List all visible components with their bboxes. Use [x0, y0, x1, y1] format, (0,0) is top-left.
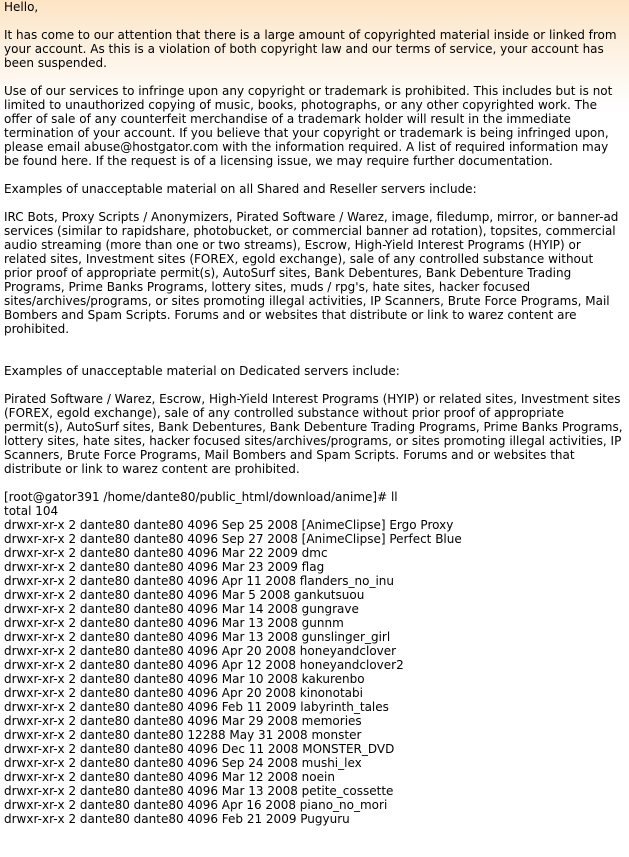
terminal-line: drwxr-xr-x 2 dante80 dante80 4096 Mar 23 2009 flag: [4, 560, 325, 574]
terminal-line: drwxr-xr-x 2 dante80 dante80 4096 Mar 29 2008 memories: [4, 714, 362, 728]
paragraph-copyright-policy: Use of our services to infringe upon any copyright or trademark is prohibited. This includes but is not limited to unauthorized copying of music, books, photographs, or any other copyrighted work. The offer of sale of any counterfeit merchandise of a trademark holder will result in the immediate termination of your account. If you believe that your copyright or trademark is being infringed upon, please email abuse@hostgator.com with the information required. A list of required information may be found here. If the request is of a licensing issue, we may require further documentation.: [4, 84, 613, 168]
terminal-line: drwxr-xr-x 2 dante80 dante80 4096 Apr 20 2008 kinonotabi: [4, 686, 363, 700]
terminal-line: drwxr-xr-x 2 dante80 dante80 4096 Mar 14 2008 gungrave: [4, 602, 359, 616]
paragraph-shared-list: IRC Bots, Proxy Scripts / Anonymizers, Pirated Software / Warez, image, filedump, mirror, or banner-ad services (similar to rapidshare, photobucket, or commercial banner ad rotation), topsites, commercial audio streaming (more than one or two streams), Escrow, High-Yield Interest Programs (HYIP) or related sites, Investment sites (FOREX, egold exchange), sale of any controlled substance without prior proof of appropriate permit(s), AutoSurf sites, Bank Debentures, Bank Debenture Trading Programs, Prime Banks Programs, lottery sites, muds / rpg's, hate sites, hacker focused sites/archives/programs, or sites promoting illegal activities, IP Scanners, Brute Force Programs, Mail Bombers and Spam Scripts. Forums and or websites that distribute or link to warez content are prohibited.: [4, 210, 619, 336]
paragraph-dedicated-heading: Examples of unacceptable material on Dedicated servers include:: [4, 364, 400, 378]
terminal-line: drwxr-xr-x 2 dante80 dante80 4096 Apr 11 2008 flanders_no_inu: [4, 574, 394, 588]
greeting: Hello,: [4, 0, 39, 14]
terminal-line: drwxr-xr-x 2 dante80 dante80 4096 Feb 11 2009 labyrinth_tales: [4, 700, 389, 714]
terminal-line: drwxr-xr-x 2 dante80 dante80 4096 Mar 10 2008 kakurenbo: [4, 672, 365, 686]
terminal-line: drwxr-xr-x 2 dante80 dante80 4096 Sep 24 2008 mushi_lex: [4, 756, 362, 770]
terminal-prompt: [root@gator391 /home/dante80/public_html/download/anime]# ll: [4, 490, 398, 504]
paragraph-suspension-notice: It has come to our attention that there is a large amount of copyrighted material inside or linked from your account. As this is a violation of both copyright law and our terms of service, your account has been suspended.: [4, 28, 617, 70]
terminal-line: drwxr-xr-x 2 dante80 dante80 4096 Mar 13 2008 gunslinger_girl: [4, 630, 391, 644]
terminal-line: drwxr-xr-x 2 dante80 dante80 4096 Mar 5 2008 gankutsuou: [4, 588, 365, 602]
terminal-line: drwxr-xr-x 2 dante80 dante80 12288 May 31 2008 monster: [4, 728, 362, 742]
terminal-line: drwxr-xr-x 2 dante80 dante80 4096 Sep 25 2008 [AnimeClipse] Ergo Proxy: [4, 518, 454, 532]
terminal-line: drwxr-xr-x 2 dante80 dante80 4096 Feb 21 2009 Pugyuru: [4, 812, 350, 826]
paragraph-dedicated-list: Pirated Software / Warez, Escrow, High-Yield Interest Programs (HYIP) or related sites, Investment sites (FOREX, egold exchange), sale of any controlled substance without prior proof of appropriate permit(s), AutoSurf sites, Bank Debentures, Bank Debenture Trading Programs, Prime Banks Programs, lottery sites, hate sites, hacker focused sites/archives/programs, or sites promoting illegal activities, IP Scanners, Brute Force Programs, Mail Bombers and Spam Scripts. Forums and or websites that distribute or link to warez content are prohibited.: [4, 392, 623, 476]
terminal-line: drwxr-xr-x 2 dante80 dante80 4096 Sep 27 2008 [AnimeClipse] Perfect Blue: [4, 532, 462, 546]
terminal-total: total 104: [4, 504, 59, 518]
terminal-line: drwxr-xr-x 2 dante80 dante80 4096 Mar 13 2008 petite_cossette: [4, 784, 394, 798]
terminal-line: drwxr-xr-x 2 dante80 dante80 4096 Apr 12 2008 honeyandclover2: [4, 658, 404, 672]
spacer: [4, 350, 625, 364]
paragraph-shared-heading: Examples of unacceptable material on all Shared and Reseller servers include:: [4, 182, 477, 196]
terminal-listing: [4, 490, 625, 826]
terminal-line: drwxr-xr-x 2 dante80 dante80 4096 Mar 22 2009 dmc: [4, 546, 328, 560]
terminal-line: drwxr-xr-x 2 dante80 dante80 4096 Dec 11 2008 MONSTER_DVD: [4, 742, 395, 756]
terminal-line: drwxr-xr-x 2 dante80 dante80 4096 Mar 13 2008 gunnm: [4, 616, 344, 630]
terminal-line: drwxr-xr-x 2 dante80 dante80 4096 Mar 12 2008 noein: [4, 770, 335, 784]
terminal-line: drwxr-xr-x 2 dante80 dante80 4096 Apr 16 2008 piano_no_mori: [4, 798, 388, 812]
terminal-line: drwxr-xr-x 2 dante80 dante80 4096 Apr 20 2008 honeyandclover: [4, 644, 397, 658]
